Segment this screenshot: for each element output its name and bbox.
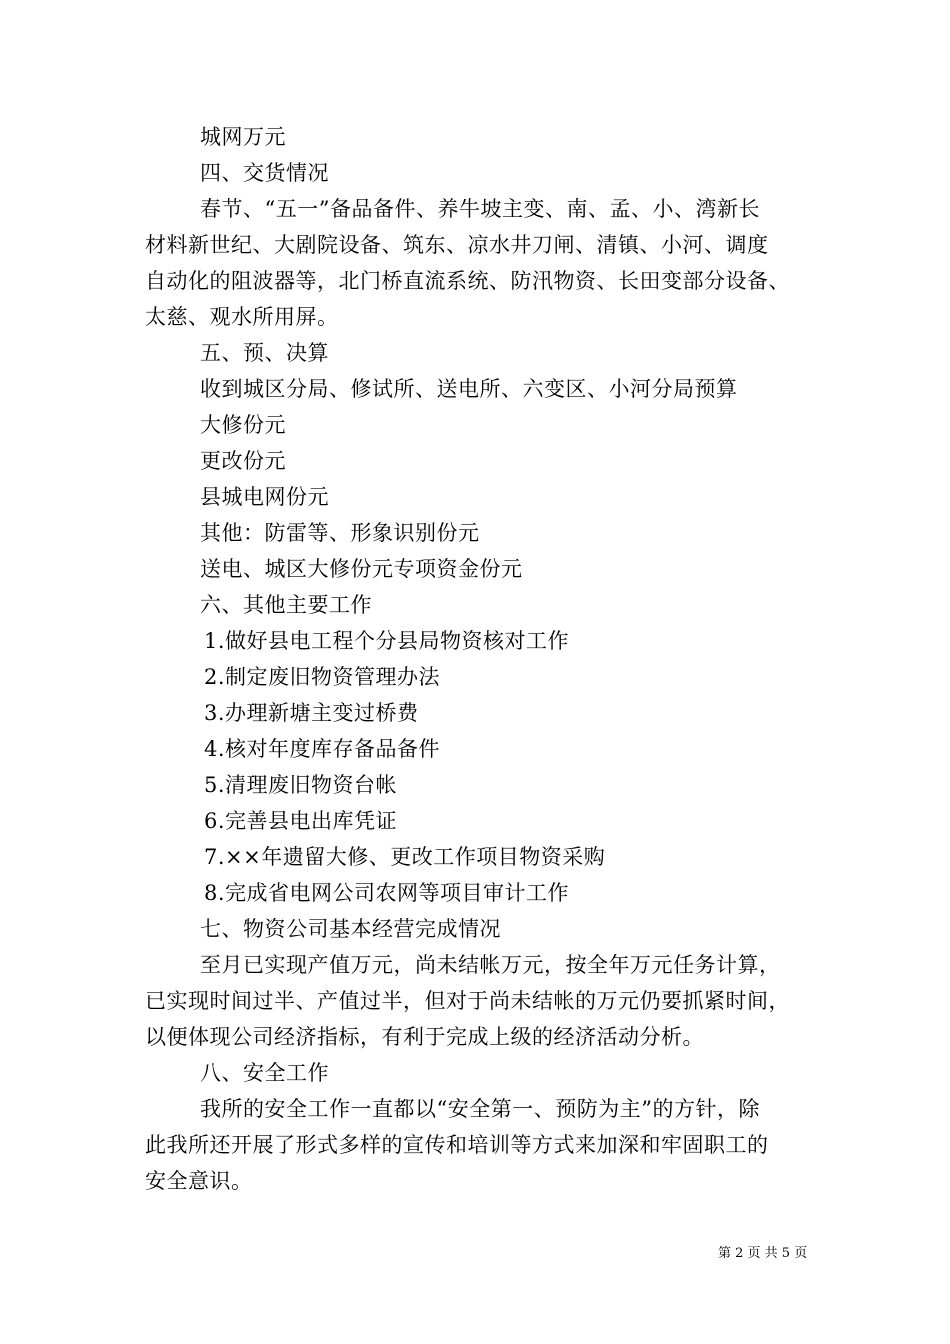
- list-item: 1.做好县电工程个分县局物资核对工作: [204, 629, 570, 653]
- list-item: 5.清理废旧物资台帐: [204, 773, 398, 797]
- text-line: 更改份元: [200, 449, 286, 473]
- text-line: 送电、城区大修份元专项资金份元: [200, 557, 523, 581]
- paragraph-line: 此我所还开展了形式多样的宣传和培训等方式来加深和牢固职工的: [145, 1133, 769, 1157]
- paragraph-line: 安全意识。: [145, 1169, 253, 1193]
- section-heading: 四、交货情况: [200, 161, 329, 185]
- list-item: 3.办理新塘主变过桥费: [204, 701, 419, 725]
- list-item: 2.制定废旧物资管理办法: [204, 665, 441, 689]
- list-item: 6.完善县电出库凭证: [204, 809, 398, 833]
- text-line: 其他：防雷等、形象识别份元: [200, 521, 480, 545]
- section-heading: 六、其他主要工作: [200, 593, 372, 617]
- list-item: 7.××年遗留大修、更改工作项目物资采购: [204, 845, 606, 869]
- list-item: 8.完成省电网公司农网等项目审计工作: [204, 881, 570, 905]
- paragraph-line: 材料新世纪、大剧院设备、筑东、凉水井刀闸、清镇、小河、调度: [145, 233, 769, 257]
- text-line: 城网万元: [200, 125, 286, 149]
- paragraph-line: 以便体现公司经济指标，有利于完成上级的经济活动分析。: [145, 1025, 704, 1049]
- paragraph-line: 收到城区分局、修试所、送电所、六变区、小河分局预算: [200, 377, 738, 401]
- paragraph-line: 我所的安全工作一直都以“安全第一、预防为主”的方针，除: [200, 1097, 760, 1121]
- paragraph-line: 已实现时间过半、产值过半，但对于尚未结帐的万元仍要抓紧时间，: [145, 989, 790, 1013]
- text-line: 大修份元: [200, 413, 286, 437]
- paragraph-line: 春节、“五一”备品备件、养牛坡主变、南、孟、小、湾新长: [200, 197, 760, 221]
- text-line: 县城电网份元: [200, 485, 329, 509]
- page-number-footer: 第 2 页 共 5 页: [718, 1246, 808, 1261]
- section-heading: 八、安全工作: [200, 1061, 329, 1085]
- paragraph-line: 自动化的阻波器等，北门桥直流系统、防汛物资、长田变部分设备、: [145, 269, 790, 293]
- paragraph-line: 至月已实现产值万元，尚未结帐万元，按全年万元任务计算，: [200, 953, 781, 977]
- section-heading: 七、物资公司基本经营完成情况: [200, 917, 501, 941]
- section-heading: 五、预、决算: [200, 341, 329, 365]
- paragraph-line: 太慈、观水所用屏。: [145, 305, 339, 329]
- list-item: 4.核对年度库存备品备件: [204, 737, 441, 761]
